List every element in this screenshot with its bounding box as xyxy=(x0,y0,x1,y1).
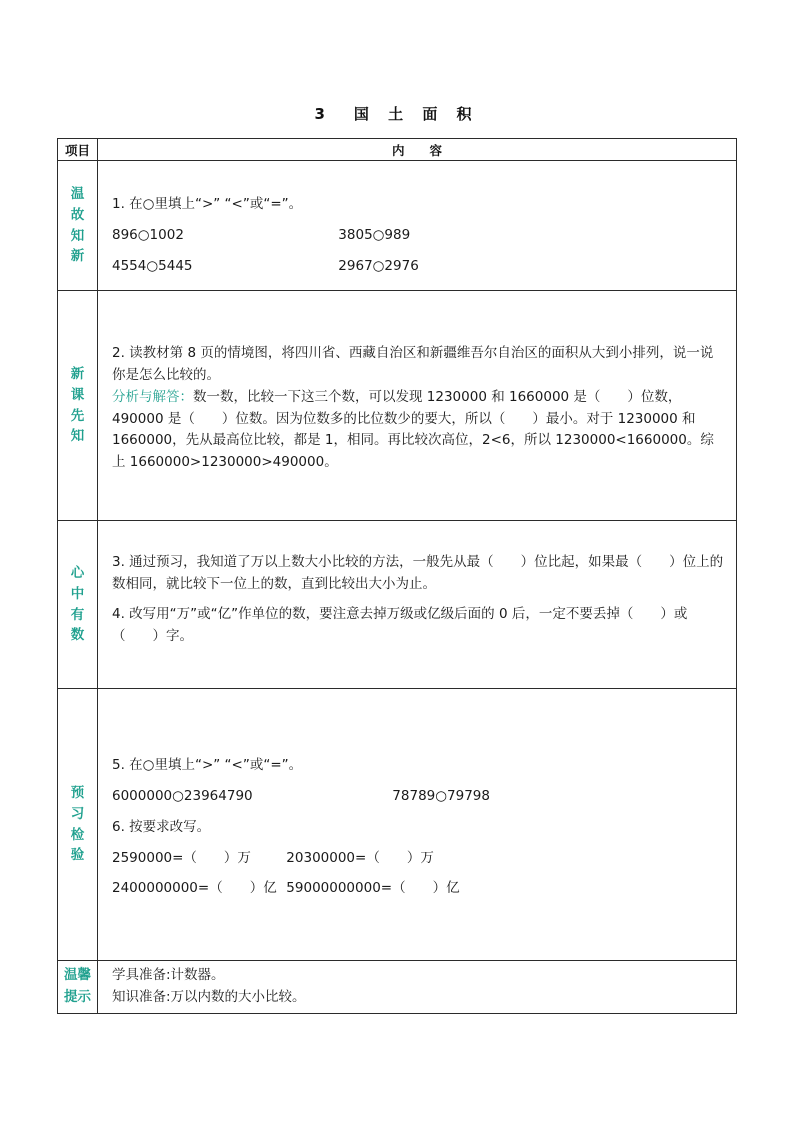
compare-item: 4554○5445 xyxy=(112,257,193,274)
compare-row xyxy=(112,256,722,278)
rewrite-item: 2400000000=（ ）亿 xyxy=(112,880,277,897)
row-tips-content xyxy=(98,961,736,1013)
rewrite-item: 59000000000=（ ）亿 xyxy=(286,880,460,897)
compare-row xyxy=(112,786,722,808)
compare-item: 6000000○23964790 xyxy=(112,787,253,804)
row-label-review xyxy=(58,161,98,290)
compare-row xyxy=(112,225,722,247)
row-label-check xyxy=(58,689,98,960)
tips-line-2: 知识准备:万以内数的大小比较。 xyxy=(112,989,306,1005)
question-2: 2. 读教材第 8 页的情境图，将四川省、西藏自治区和新疆维吾尔自治区的面积从大到小排列，说一说你是怎么比较的。 xyxy=(112,345,714,383)
row-label-preview xyxy=(58,291,98,520)
col-header-content: 内 容 xyxy=(391,142,442,158)
compare-item: 3805○989 xyxy=(338,226,411,243)
analysis-label: 分析与解答： xyxy=(112,388,193,405)
row-label-tips-text: 温馨提示 xyxy=(64,967,91,1005)
analysis-paragraph xyxy=(112,387,726,474)
row-label-mind-text: 心中有数 xyxy=(70,564,85,644)
row-tips xyxy=(58,961,736,1013)
compare-item: 78789○79798 xyxy=(392,787,490,804)
question-4: 4. 改写用“万”或“亿”作单位的数，要注意去掉万级或亿级后面的 0 后，一定不要丢掉（ ）或（ ）字。 xyxy=(112,605,688,644)
row-check xyxy=(58,689,736,961)
table-header-row xyxy=(58,139,736,161)
rewrite-item: 20300000=（ ）万 xyxy=(286,849,434,866)
rewrite-row xyxy=(112,878,722,900)
question-5: 5. 在○里填上“>” “<”或“=”。 xyxy=(112,757,303,773)
page-title: 3 国 土 面 积 xyxy=(314,105,479,123)
question-3: 3. 通过预习，我知道了万以上数大小比较的方法，一般先从最（ ）位比起，如果最（ ）位上的数相同，就比较下一位上的数，直到比较出大小为止。 xyxy=(112,554,724,592)
tips-line-1: 学具准备:计数器。 xyxy=(112,967,225,983)
row-label-tips xyxy=(58,961,98,1013)
row-label-preview-text: 新课先知 xyxy=(70,365,85,445)
row-check-content xyxy=(98,689,736,960)
compare-item: 896○1002 xyxy=(112,226,184,243)
row-label-check-text: 预习检验 xyxy=(70,784,85,864)
row-review-content xyxy=(98,161,736,290)
worksheet-table xyxy=(57,138,737,1014)
row-preview xyxy=(58,291,736,521)
rewrite-row xyxy=(112,848,722,870)
row-mind xyxy=(58,521,736,689)
row-preview-content xyxy=(98,291,736,520)
col-header-project: 项目 xyxy=(58,139,98,160)
row-label-review-text: 温故知新 xyxy=(70,185,85,265)
analysis-text: 数一数，比较一下这三个数，可以发现 1230000 和 1660000 是（ ）位数，490000 是（ ）位数。因为位数多的比位数少的要大，所以（ ）最小。对于 1230000 和 1660000，先从最高位比较，都是 1，相同。再比较次高位，2<6，所以 1230000<1660000。综上 1660000>1230000>490000。 xyxy=(112,388,714,471)
row-review xyxy=(58,161,736,291)
rewrite-item: 2590000=（ ）万 xyxy=(112,849,251,866)
row-mind-content xyxy=(98,521,736,688)
compare-item: 2967○2976 xyxy=(338,257,419,274)
question-6: 6. 按要求改写。 xyxy=(112,818,211,835)
question-1: 1. 在○里填上“>” “<”或“=”。 xyxy=(112,196,303,212)
row-label-mind xyxy=(58,521,98,688)
